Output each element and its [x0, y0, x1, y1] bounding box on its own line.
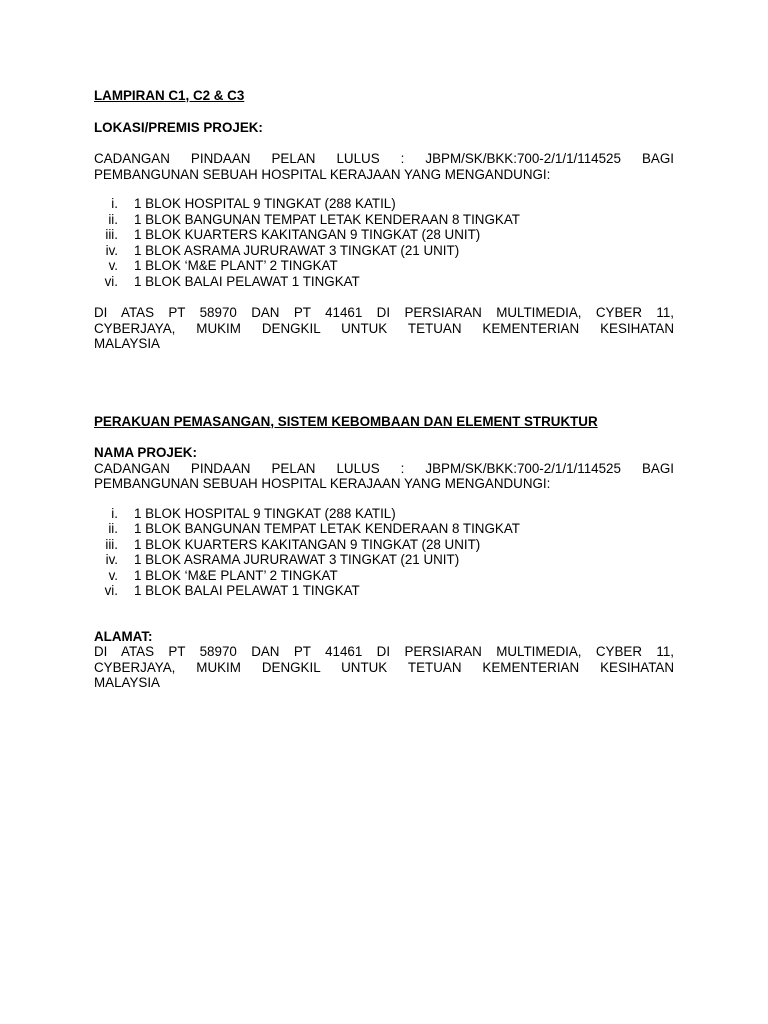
list-item-text: 1 BLOK BANGUNAN TEMPAT LETAK KENDERAAN 8 TINGKAT	[134, 521, 520, 536]
address-line: MALAYSIA	[94, 675, 160, 690]
document-page	[94, 88, 674, 691]
list-item-number: vi.	[104, 273, 118, 289]
list-item-text: 1 BLOK ASRAMA JURURAWAT 3 TINGKAT (21 UNIT)	[134, 552, 460, 567]
address-line: CYBERJAYA, MUKIM DENGKIL UNTUK TETUAN KEMENTERIAN KESIHATAN	[94, 659, 674, 675]
list-item	[94, 243, 674, 259]
project-intro-paragraph	[94, 461, 674, 492]
list-item	[94, 552, 674, 568]
list-item	[94, 196, 674, 212]
list-item-number: iv.	[105, 242, 118, 258]
list-item-number: i.	[111, 505, 118, 521]
list-item-text: 1 BLOK HOSPITAL 9 TINGKAT (288 KATIL)	[134, 505, 396, 521]
address-paragraph	[94, 305, 674, 352]
list-item-text: 1 BLOK BALAI PELAWAT 1 TINGKAT	[134, 273, 360, 289]
list-item-text: 1 BLOK KUARTERS KAKITANGAN 9 TINGKAT (28 UNIT)	[134, 536, 481, 552]
list-item	[94, 521, 674, 537]
list-item	[94, 583, 674, 599]
list-item-number: i.	[111, 196, 118, 211]
list-item	[94, 568, 674, 584]
list-item-number: iii.	[105, 536, 118, 552]
list-item	[94, 537, 674, 553]
list-item-text: 1 BLOK BALAI PELAWAT 1 TINGKAT	[134, 583, 360, 598]
address-line: MALAYSIA	[94, 336, 160, 351]
list-item-number: ii.	[108, 211, 118, 227]
project-intro-line: CADANGAN PINDAAN PELAN LULUS : JBPM/SK/BKK:700-2/1/1/114525 BAGI	[94, 460, 674, 476]
list-item-number: v.	[108, 567, 118, 583]
list-item-text: 1 BLOK ‘M&E PLANT’ 2 TINGKAT	[134, 258, 338, 273]
list-item-text: 1 BLOK HOSPITAL 9 TINGKAT (288 KATIL)	[134, 196, 396, 211]
list-item-number: ii.	[108, 521, 118, 536]
project-intro-line: CADANGAN PINDAAN PELAN LULUS : JBPM/SK/BKK:700-2/1/1/114525 BAGI	[94, 151, 674, 166]
address-line: DI ATAS PT 58970 DAN PT 41461 DI PERSIARAN MULTIMEDIA, CYBER 11,	[94, 305, 674, 320]
project-name-heading: NAMA PROJEK:	[94, 445, 197, 460]
list-item-text: 1 BLOK ASRAMA JURURAWAT 3 TINGKAT (21 UNIT)	[134, 242, 460, 258]
building-list	[94, 196, 674, 289]
list-item	[94, 258, 674, 274]
list-item-text: 1 BLOK KUARTERS KAKITANGAN 9 TINGKAT (28 UNIT)	[134, 227, 481, 242]
list-item-number: iv.	[105, 552, 118, 567]
project-intro-line: PEMBANGUNAN SEBUAH HOSPITAL KERAJAAN YANG MENGANDUNGI:	[94, 476, 551, 491]
project-intro-line: PEMBANGUNAN SEBUAH HOSPITAL KERAJAAN YANG MENGANDUNGI:	[94, 166, 551, 182]
project-intro-paragraph	[94, 151, 674, 182]
address-line: CYBERJAYA, MUKIM DENGKIL UNTUK TETUAN KEMENTERIAN KESIHATAN	[94, 320, 674, 336]
list-item-text: 1 BLOK ‘M&E PLANT’ 2 TINGKAT	[134, 567, 338, 583]
list-item	[94, 506, 674, 522]
list-item-text: 1 BLOK BANGUNAN TEMPAT LETAK KENDERAAN 8 TINGKAT	[134, 211, 520, 227]
list-item	[94, 274, 674, 290]
address-line: DI ATAS PT 58970 DAN PT 41461 DI PERSIARAN MULTIMEDIA, CYBER 11,	[94, 644, 674, 659]
list-item	[94, 212, 674, 228]
list-item-number: v.	[108, 258, 118, 273]
attachment-title: LAMPIRAN C1, C2 & C3	[94, 88, 245, 103]
building-list	[94, 506, 674, 599]
location-heading: LOKASI/PREMIS PROJEK:	[94, 119, 263, 135]
address-paragraph	[94, 644, 674, 691]
address-heading: ALAMAT:	[94, 628, 153, 644]
list-item	[94, 227, 674, 243]
certification-title: PERAKUAN PEMASANGAN, SISTEM KEBOMBAAN DAN ELEMENT STRUKTUR	[94, 413, 598, 429]
list-item-number: iii.	[105, 227, 118, 242]
list-item-number: vi.	[104, 583, 118, 598]
